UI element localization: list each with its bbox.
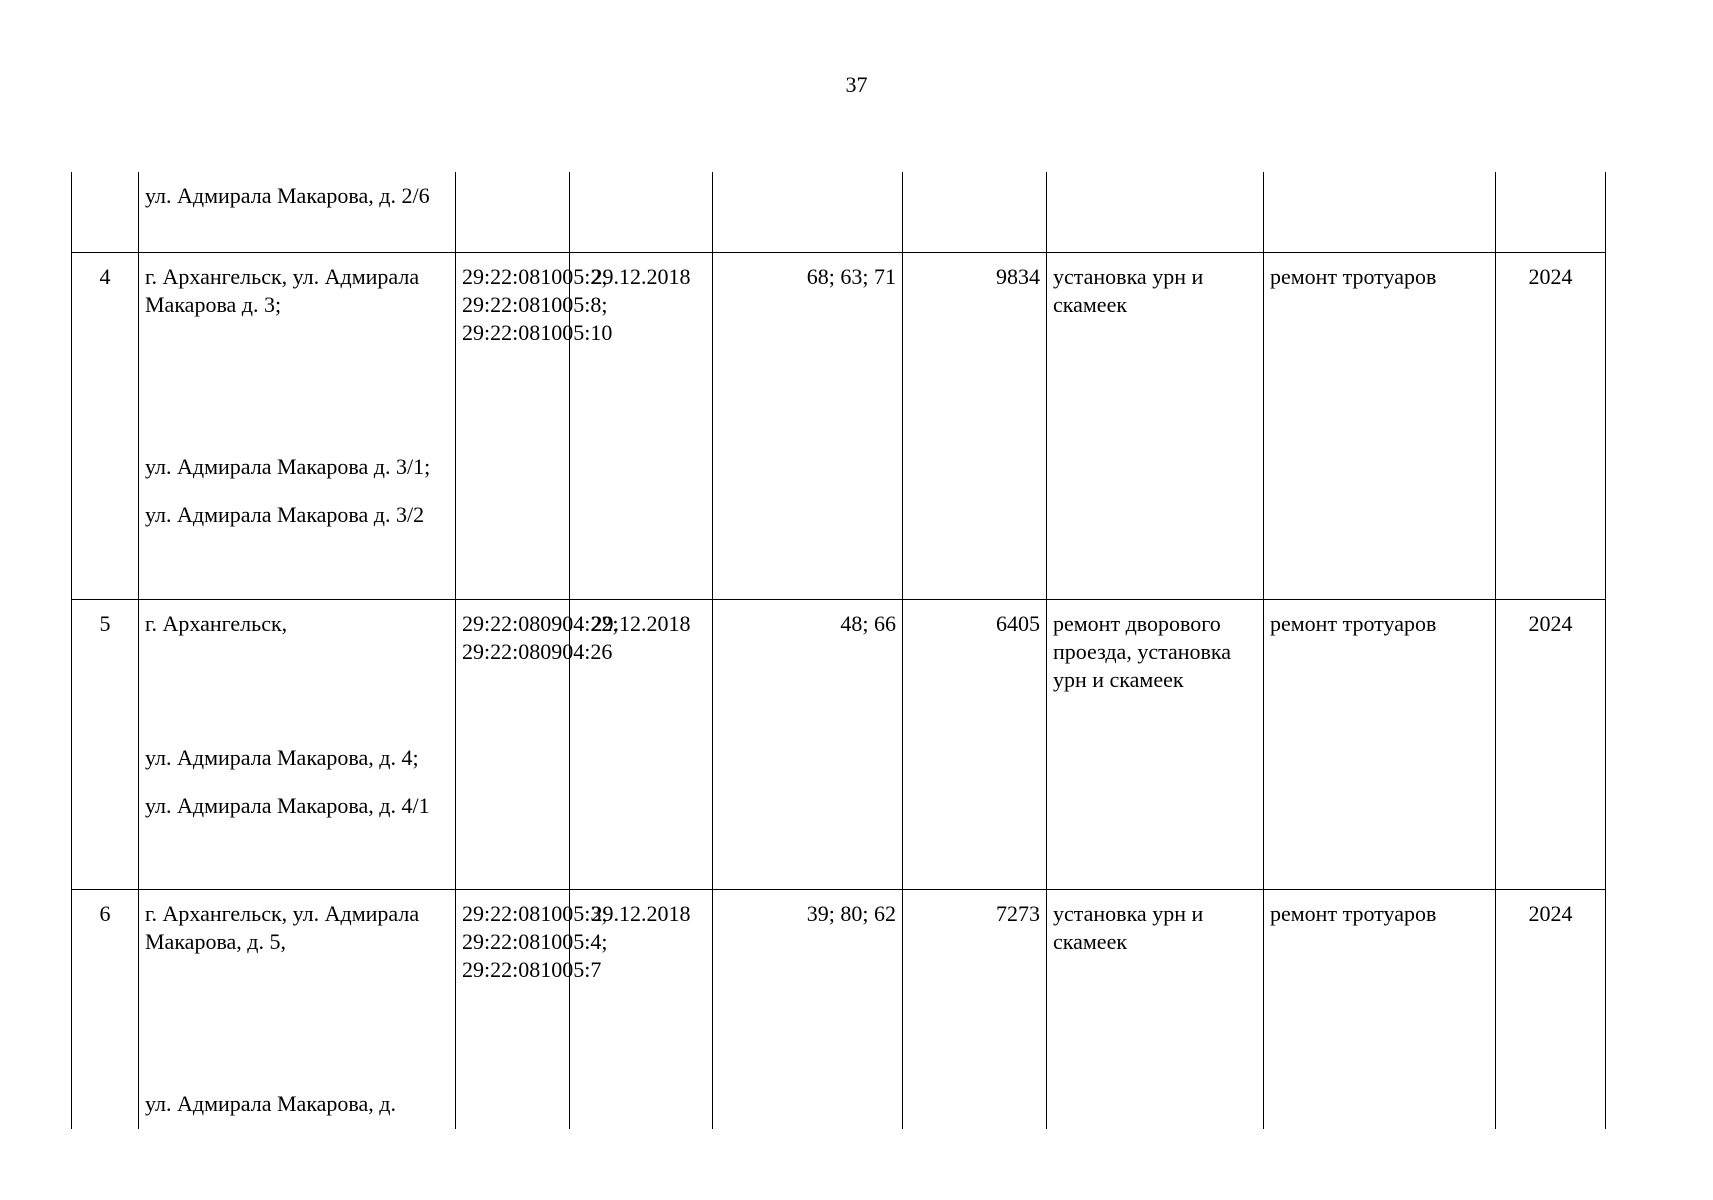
cell-area: 9834 (903, 252, 1047, 599)
register-table (71, 172, 1606, 1129)
cell-number: 6 (72, 889, 139, 1129)
cell-works-extra: ремонт тротуаров (1264, 252, 1496, 599)
cell-works-min: установка урн и скамеек (1047, 889, 1264, 1129)
cell-number: 5 (72, 599, 139, 889)
cell-works-extra: ремонт тротуаров (1264, 599, 1496, 889)
cell-year: 2024 (1496, 889, 1606, 1129)
cell-address (139, 599, 456, 889)
cell-works-min: ремонт дворового проезда, установка урн и скамеек (1047, 599, 1264, 889)
cell-number (72, 172, 139, 252)
address-line: ул. Адмирала Макарова, д. 4; (145, 744, 419, 770)
address-line: ул. Адмирала Макарова, д. 2/6 (145, 183, 430, 208)
cell-year: 2024 (1496, 599, 1606, 889)
cell-works-extra (1264, 172, 1496, 252)
address-line: г. Архангельск, ул. Адмирала Макарова, д. 5, (145, 900, 420, 954)
cell-year: 2024 (1496, 252, 1606, 599)
cell-plots (713, 172, 903, 252)
address-line: ул. Адмирала Макарова, д. 4/1 (145, 792, 430, 818)
cell-plots: 68; 63; 71 (713, 252, 903, 599)
cell-address (139, 889, 456, 1129)
cell-area: 7273 (903, 889, 1047, 1129)
address-line: ул. Адмирала Макарова, д. (145, 1090, 396, 1116)
table-row (72, 252, 1606, 599)
cell-plots: 39; 80; 62 (713, 889, 903, 1129)
cell-cadastral: 29:22:081005:3; 29:22:081005:4; 29:22:081005:7 (456, 889, 570, 1129)
address-line: ул. Адмирала Макарова д. 3/1; (145, 453, 431, 479)
cell-works-min (1047, 172, 1264, 252)
cell-number: 4 (72, 252, 139, 599)
cell-date (570, 172, 713, 252)
cell-area: 6405 (903, 599, 1047, 889)
cell-address (139, 252, 456, 599)
cell-area (903, 172, 1047, 252)
table-row (72, 599, 1606, 889)
cell-date: 29.12.2018 (570, 252, 713, 599)
cell-date: 29.12.2018 (570, 599, 713, 889)
table-row (72, 172, 1606, 252)
cell-works-min: установка урн и скамеек (1047, 252, 1264, 599)
address-line: г. Архангельск, ул. Адмирала Макарова д. 3; (145, 263, 420, 317)
cell-works-extra: ремонт тротуаров (1264, 889, 1496, 1129)
cell-plots: 48; 66 (713, 599, 903, 889)
cell-cadastral: 29:22:081005:2; 29:22:081005:8; 29:22:081005:10 (456, 252, 570, 599)
cell-year (1496, 172, 1606, 252)
cell-cadastral (456, 172, 570, 252)
cell-cadastral: 29:22:080904:22; 29:22:080904:26 (456, 599, 570, 889)
page-number: 37 (845, 72, 868, 97)
cell-address (139, 172, 456, 252)
table-row (72, 889, 1606, 1129)
cell-date: 29.12.2018 (570, 889, 713, 1129)
address-line: г. Архангельск, (145, 610, 288, 636)
address-line: ул. Адмирала Макарова д. 3/2 (145, 501, 425, 527)
